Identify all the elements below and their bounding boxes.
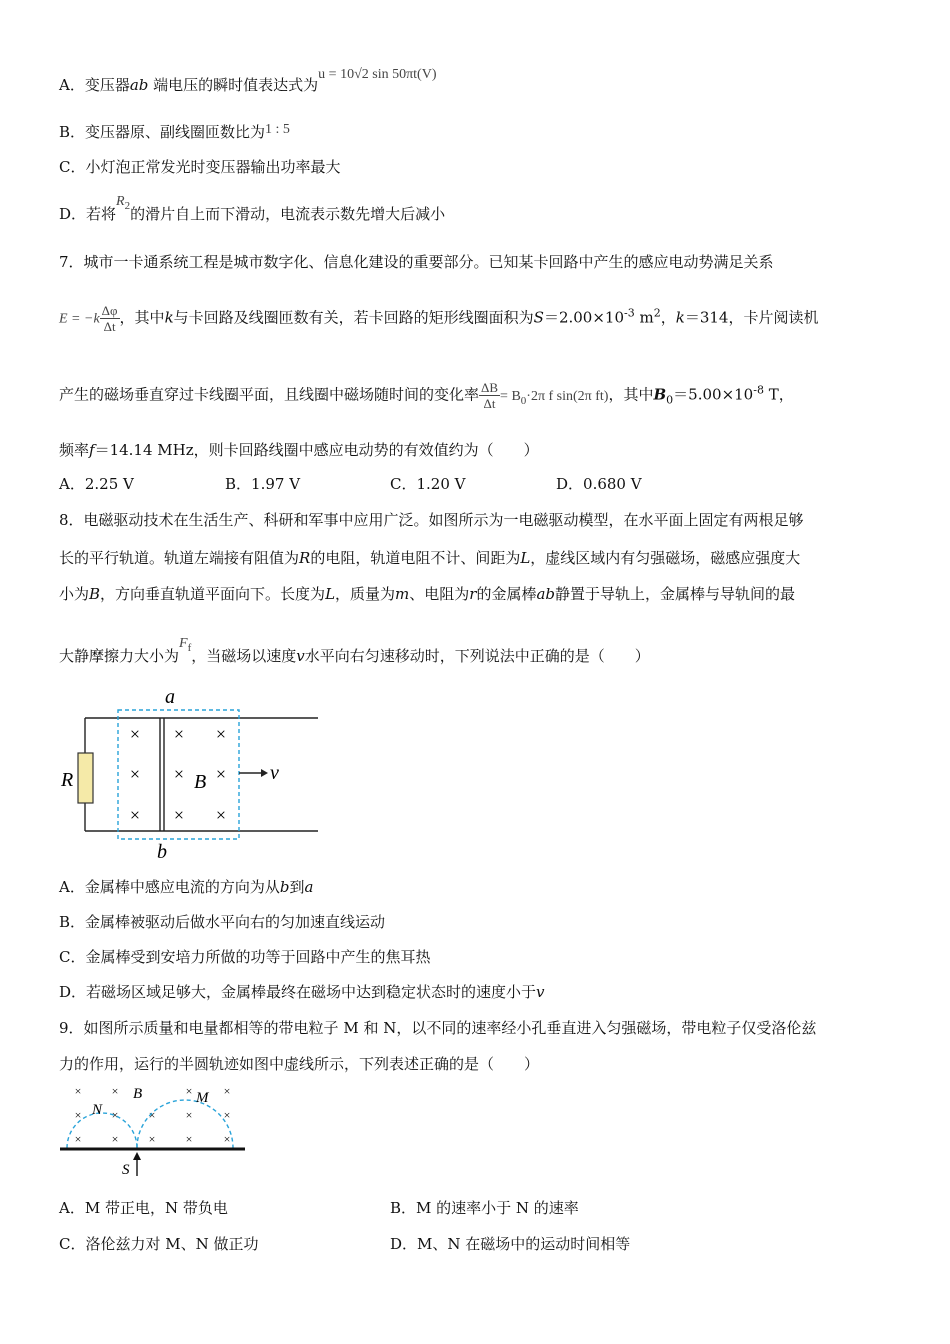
field-cross: × xyxy=(111,1084,119,1098)
field-cross: × xyxy=(129,805,141,825)
q8-stem-line2: 长的平行轨道。轨道左端接有阻值为R的电阻，轨道电阻不计、间距为L，虚线区域内有匀强磁场，磁感应强度大 xyxy=(59,549,801,567)
label-S: S xyxy=(122,1162,130,1178)
q9-option-a: A．M 带正电，N 带负电 xyxy=(59,1199,228,1217)
field-cross: × xyxy=(223,1132,231,1146)
q6-option-c: C．小灯泡正常发光时变压器输出功率最大 xyxy=(59,158,341,176)
q9-stem-line1: 9．如图所示质量和电量都相等的带电粒子 M 和 N，以不同的速率经小孔垂直进入匀强磁场，带电粒子仅受洛伦兹 xyxy=(59,1019,817,1037)
q7-option-d: D．0.680 V xyxy=(556,475,642,493)
field-cross: × xyxy=(173,764,185,784)
field-cross: × xyxy=(215,724,227,744)
q6-option-d: D．若将$R_2$的滑片自上而下滑动，电流表示数先增大后减小 xyxy=(59,194,446,223)
field-cross: × xyxy=(148,1108,156,1122)
q9-option-c: C．洛伦兹力对 M、N 做正功 xyxy=(59,1235,259,1253)
field-cross: × xyxy=(129,764,141,784)
q8-option-b: B．金属棒被驱动后做水平向右的匀加速直线运动 xyxy=(59,913,386,931)
q9-stem-line2: 力的作用，运行的半圆轨迹如图中虚线所示，下列表述正确的是（ ） xyxy=(59,1055,540,1073)
q7-stem-line3: 产生的磁场垂直穿过卡线圈平面，且线圈中磁场随时间的变化率 $\frac{\Delta B}{\Delta t}$ = $B_0\cdot 2\pi$ f sin(2π ft)，其中$B_0=5.00\times 10^{-8}$ T， xyxy=(59,380,794,411)
q8-stem-line4: 大静摩擦力大小为$F_f$，当磁场以速度v水平向右匀速移动时，下列说法中正确的是（ ） xyxy=(59,636,650,665)
field-cross: × xyxy=(185,1108,193,1122)
q9-option-b: B．M 的速率小于 N 的速率 xyxy=(390,1199,579,1217)
label-M: M xyxy=(196,1090,209,1106)
field-cross: × xyxy=(223,1108,231,1122)
field-cross: × xyxy=(173,805,185,825)
q8-stem-line3: 小为B，方向垂直轨道平面向下。长度为L，质量为m、电阻为r的金属棒ab静置于导轨上，金属棒与导轨间的最 xyxy=(59,585,796,603)
label-B: B xyxy=(194,771,207,793)
label-v: v xyxy=(270,762,279,784)
q9-figure xyxy=(55,1078,255,1178)
field-cross: × xyxy=(111,1132,119,1146)
q7-stem-line4: 频率f＝14.14 MHz，则卡回路线圈中感应电动势的有效值约为（ ） xyxy=(59,441,539,459)
label-R: R xyxy=(61,769,74,791)
field-cross: × xyxy=(74,1084,82,1098)
field-cross: × xyxy=(148,1132,156,1146)
q8-option-c: C．金属棒受到安培力所做的功等于回路中产生的焦耳热 xyxy=(59,948,431,966)
q6-option-a: A．变压器ab 端电压的瞬时值表达式为u = 10√2 sin 50πt(V) xyxy=(59,67,437,94)
q7-stem-line2: E = −k $\frac{\Delta\varphi}{\Delta t}$ ，其中k与卡回路及线圈匝数有关，若卡回路的矩形线圈面积为$S=2.00\times 10^{-3}$ $m^2$，k＝314，卡片阅读机 xyxy=(59,303,819,334)
q7-option-c: C．1.20 V xyxy=(390,475,466,493)
label-B: B xyxy=(133,1086,143,1102)
label-b: b xyxy=(157,841,167,863)
field-cross: × xyxy=(173,724,185,744)
field-cross: × xyxy=(185,1084,193,1098)
resistor xyxy=(78,753,93,803)
q8-figure xyxy=(55,685,335,865)
label-N: N xyxy=(92,1102,103,1118)
field-cross: × xyxy=(223,1084,231,1098)
field-cross: × xyxy=(74,1108,82,1122)
field-cross: × xyxy=(215,764,227,784)
q8-option-d: D．若磁场区域足够大，金属棒最终在磁场中达到稳定状态时的速度小于v xyxy=(59,983,545,1001)
field-cross: × xyxy=(129,724,141,744)
field-cross: × xyxy=(74,1132,82,1146)
velocity-arrowhead xyxy=(261,769,268,777)
q8-option-a: A．金属棒中感应电流的方向为从b到a xyxy=(59,878,314,896)
label-a: a xyxy=(165,686,175,708)
q7-option-a: A．2.25 V xyxy=(59,475,134,493)
q9-option-d: D．M、N 在磁场中的运动时间相等 xyxy=(390,1235,631,1253)
q6-a-formula: u = 10√2 sin 50πt(V) xyxy=(318,67,437,82)
entry-arrowhead xyxy=(133,1152,141,1160)
q6-option-b: B．变压器原、副线圈匝数比为1 : 5 xyxy=(59,122,290,141)
q8-stem-line1: 8．电磁驱动技术在生活生产、科研和军事中应用广泛。如图所示为一电磁驱动模型，在水平面上固定有两根足够 xyxy=(59,511,804,529)
q7-option-b: B．1.97 V xyxy=(225,475,301,493)
field-cross: × xyxy=(215,805,227,825)
q7-stem-line1: 7．城市一卡通系统工程是城市数字化、信息化建设的重要部分。已知某卡回路中产生的感应电动势满足关系 xyxy=(59,253,774,271)
field-cross: × xyxy=(185,1132,193,1146)
field-cross: × xyxy=(111,1108,119,1122)
